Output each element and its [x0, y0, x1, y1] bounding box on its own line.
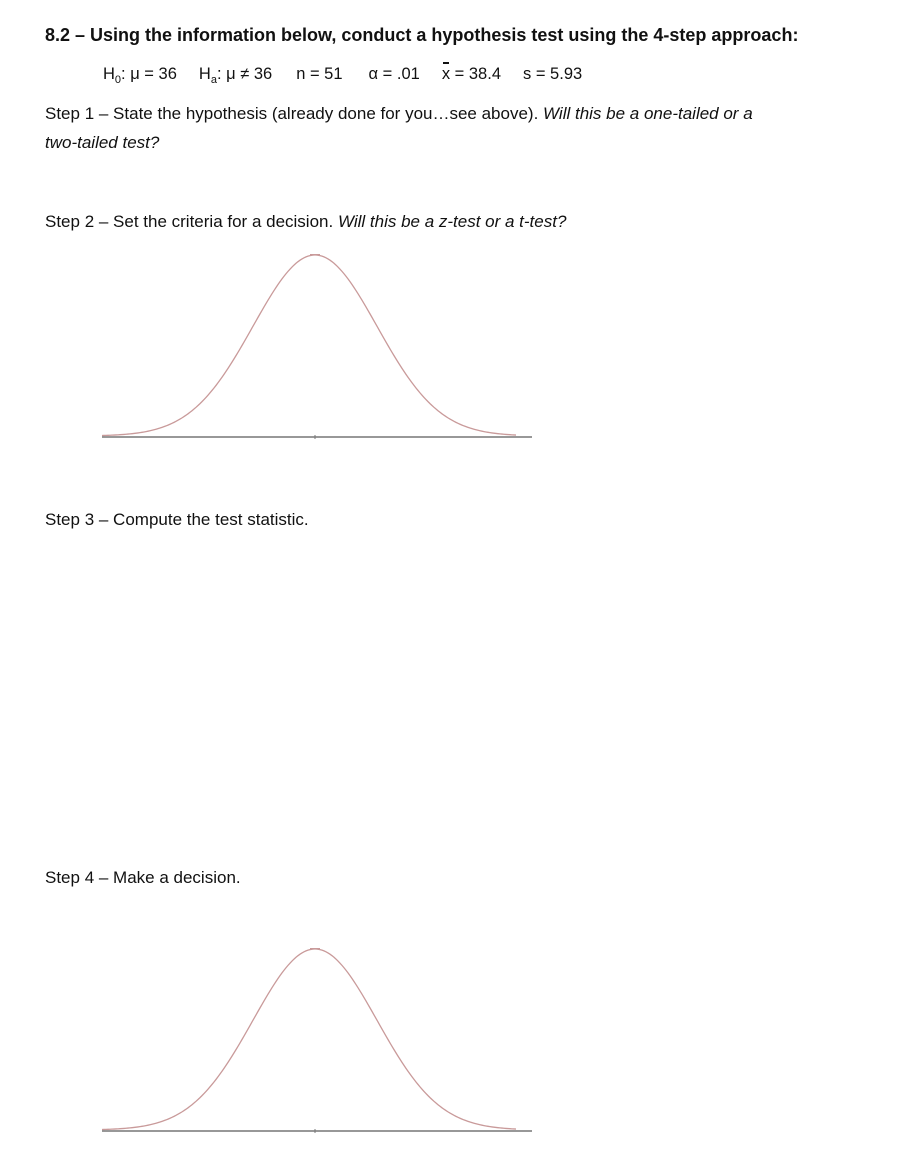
problem-title: 8.2 – Using the information below, conduct a hypothesis test using the 4-step approach: [45, 25, 799, 45]
sample-sd: s = 5.93 [523, 65, 583, 83]
alternative-hypothesis-subscript: a [210, 74, 217, 86]
sample-mean-symbol: x [441, 65, 451, 83]
step-1-question-continued: two-tailed test? [45, 133, 160, 152]
alternative-hypothesis [199, 65, 272, 84]
sample-mean-value: = 38.4 [450, 65, 501, 83]
alpha-level: α = .01 [368, 65, 420, 83]
null-hypothesis-subscript: 0 [114, 74, 122, 86]
bell-curve-step-2 [98, 246, 538, 446]
bell-curve-step-2-curve [102, 255, 516, 435]
step-4: Step 4 – Make a decision. [45, 868, 241, 887]
sample-size: n = 51 [296, 65, 343, 83]
null-hypothesis-value: : μ = 36 [121, 65, 177, 83]
given-values [103, 65, 582, 84]
step-2-text: Step 2 – Set the criteria for a decision. [45, 212, 338, 231]
step-2-question: Will this be a z-test or a t-test? [337, 212, 567, 231]
step-1 [45, 104, 753, 124]
bell-curve-step-4 [98, 940, 538, 1140]
alternative-hypothesis-symbol: H [198, 65, 211, 83]
step-1-text: Step 1 – State the hypothesis (already done for you…see above). [45, 104, 544, 123]
null-hypothesis [103, 65, 177, 84]
sample-mean [442, 65, 501, 84]
step-1-question: Will this be a one-tailed or a [543, 104, 753, 123]
step-3: Step 3 – Compute the test statistic. [45, 510, 309, 529]
null-hypothesis-symbol: H [103, 65, 115, 83]
bell-curve-step-4-curve [102, 949, 516, 1129]
alternative-hypothesis-value: : μ ≠ 36 [216, 65, 273, 83]
step-2 [45, 212, 566, 232]
